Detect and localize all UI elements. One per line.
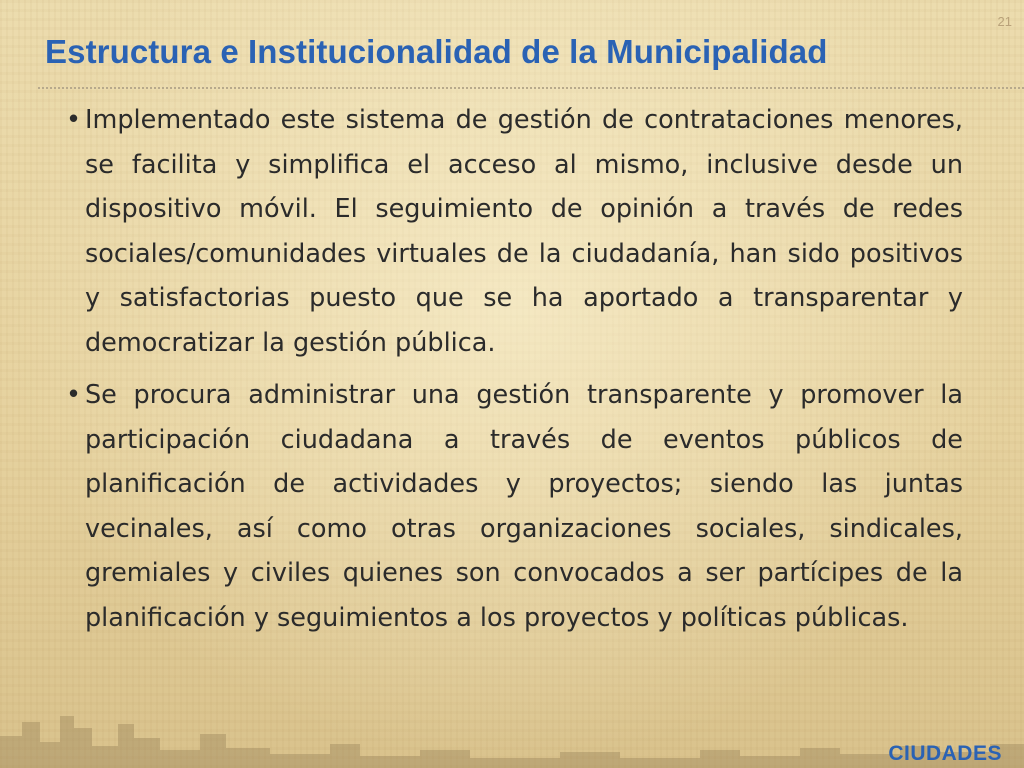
bullet-text: Se procura administrar una gestión transparente y promover la participación ciudadana a través de eventos públicos de planificación de actividades y proyectos; siendo las juntas vecinales, así como otras organizaciones sociales, sindicales, gremiales y civiles quienes son convocados a ser partícipes de la planificación y seguimientos a los proyectos y políticas públicas. bbox=[85, 380, 963, 633]
bullet-item bbox=[66, 373, 963, 640]
title-divider bbox=[38, 87, 1024, 89]
bullet-text: Implementado este sistema de gestión de contrataciones menores, se facilita y simplifica el acceso al mismo, inclusive desde un dispositivo móvil. El seguimiento de opinión a través de redes sociales/comunidades virtuales de la ciudadanía, han sido positivos y satisfactorias puesto que se ha aportado a transparentar y democratizar la gestión pública. bbox=[85, 105, 963, 358]
footer-brand-logo: CIUDADES bbox=[888, 742, 1002, 765]
city-skyline-background bbox=[0, 658, 1024, 768]
slide-title: Estructura e Institucionalidad de la Municipalidad bbox=[45, 33, 828, 70]
bullet-list bbox=[66, 98, 963, 648]
bullet-item bbox=[66, 98, 963, 365]
page-number: 21 bbox=[997, 14, 1012, 29]
bullet-marker: • bbox=[66, 380, 82, 410]
bullet-marker: • bbox=[66, 105, 82, 135]
